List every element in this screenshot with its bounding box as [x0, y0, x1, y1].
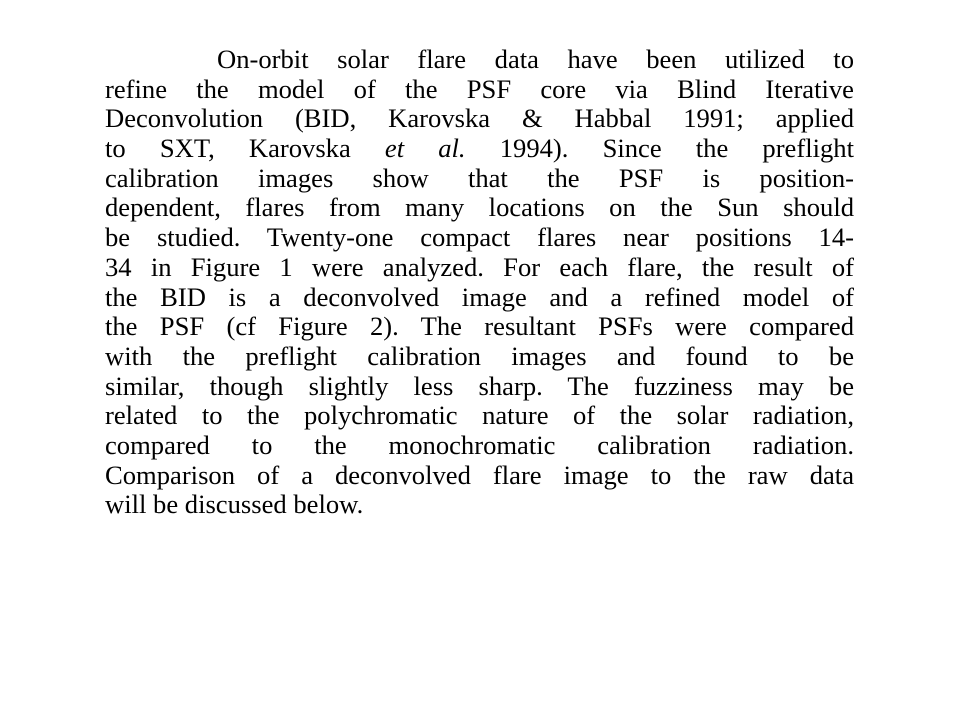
paragraph-line-4 — [105, 134, 854, 164]
paragraph-line-16: will be discussed below. — [105, 489, 364, 520]
paragraph-line-14: compared to the monochromatic calibration radiation. — [105, 429, 854, 460]
paragraph-line-3: Deconvolution (BID, Karovska & Habbal 1991; applied — [105, 103, 854, 134]
paragraph-line-7: be studied. Twenty-one compact flares near positions 14- — [105, 222, 854, 253]
paragraph-line-4-start: to SXT, Karovska — [105, 133, 351, 164]
paragraph-line-4-end: 1994). Since the preflight — [499, 133, 854, 164]
citation-et-al: et al. — [384, 133, 466, 164]
body-paragraph — [105, 45, 854, 520]
paragraph-line-13: related to the polychromatic nature of the solar radiation, — [105, 400, 854, 431]
paragraph-line-8: 34 in Figure 1 were analyzed. For each flare, the result of — [105, 251, 854, 282]
paragraph-line-5: calibration images show that the PSF is position- — [105, 162, 854, 193]
paragraph-line-9: the BID is a deconvolved image and a refined model of — [105, 281, 854, 312]
paragraph-line-12: similar, though slightly less sharp. The fuzziness may be — [105, 370, 854, 401]
paragraph-line-2: refine the model of the PSF core via Blind Iterative — [105, 73, 854, 104]
paragraph-line-1: On-orbit solar flare data have been utilized to — [217, 44, 854, 74]
paragraph-line-10: the PSF (cf Figure 2). The resultant PSFs were compared — [105, 311, 854, 342]
paragraph-line-11: with the preflight calibration images and found to be — [105, 340, 854, 371]
paragraph-line-6: dependent, flares from many locations on the Sun should — [105, 192, 854, 223]
paragraph-line-15: Comparison of a deconvolved flare image to the raw data — [105, 459, 854, 490]
